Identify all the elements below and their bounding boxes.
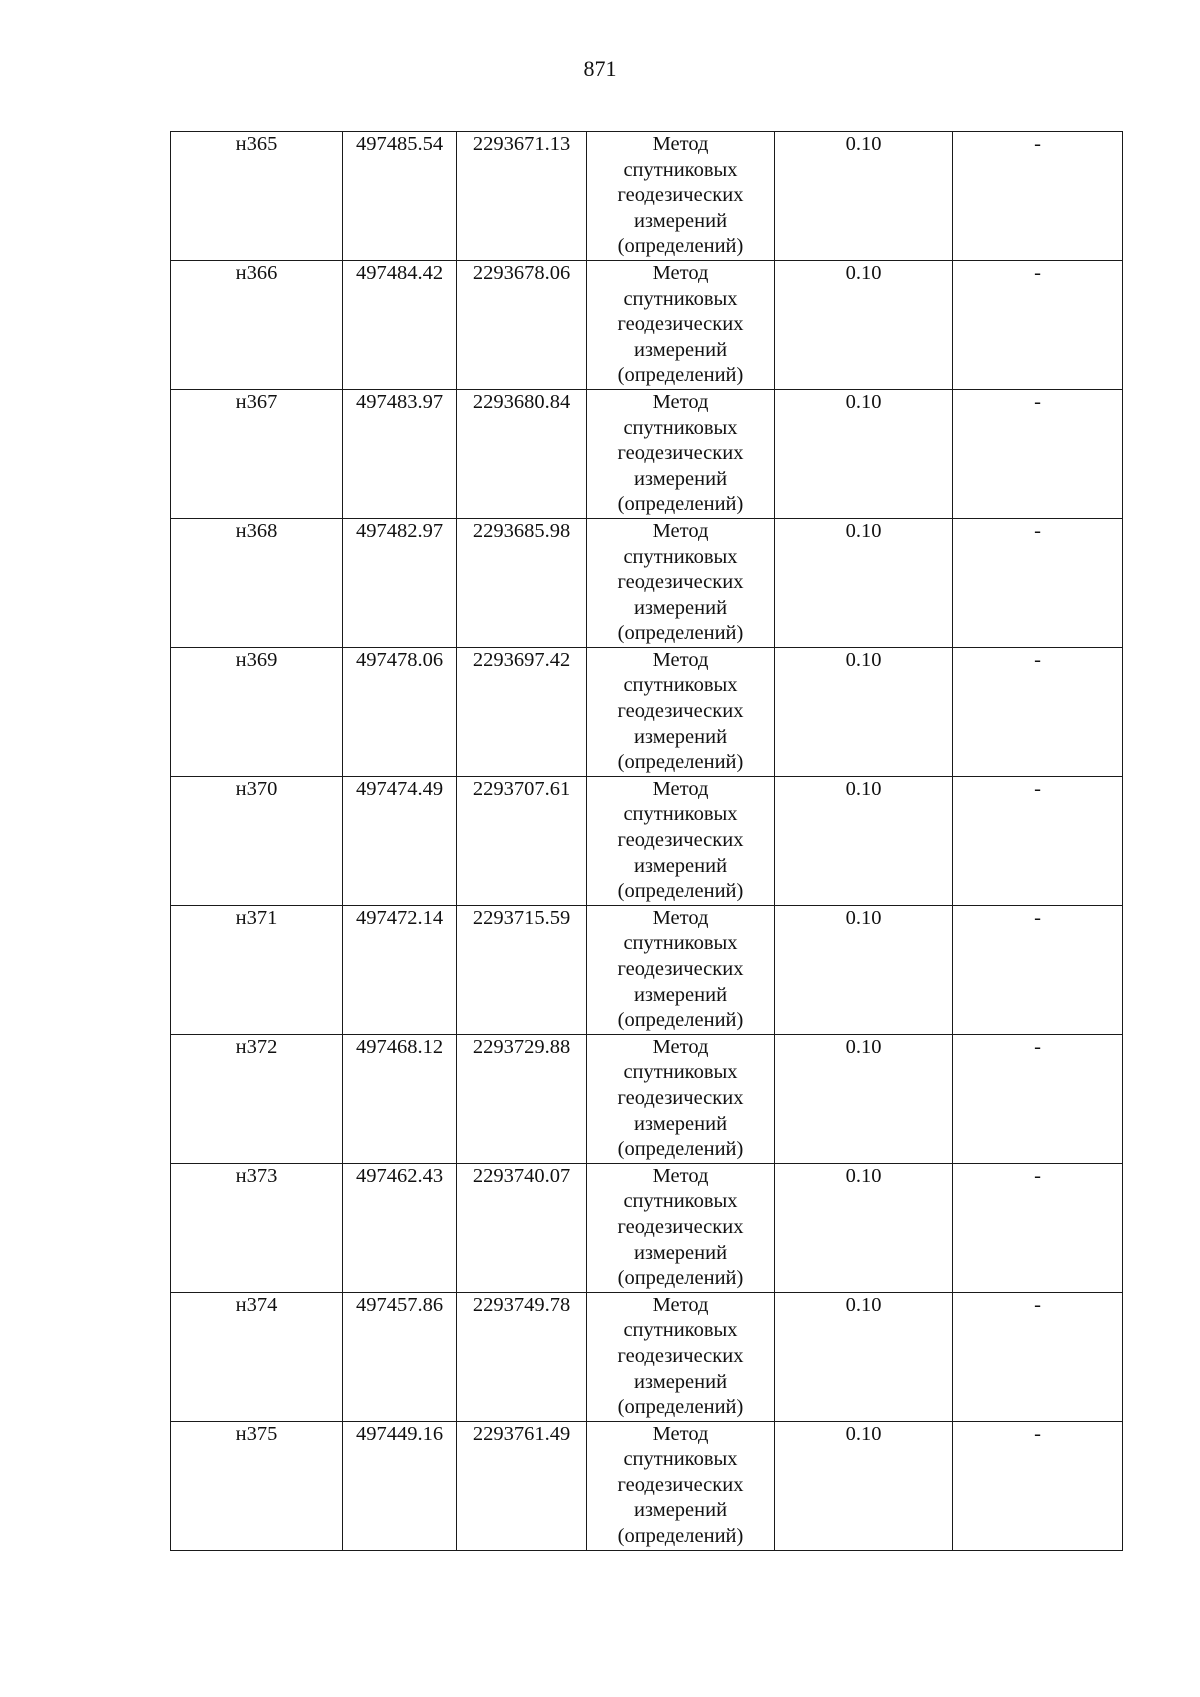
method-line: (определений) bbox=[617, 1396, 744, 1419]
accuracy-cell: 0.10 bbox=[775, 132, 953, 261]
method-cell bbox=[587, 132, 775, 261]
x-coordinate-cell: 497478.06 bbox=[343, 647, 457, 776]
accuracy-cell: 0.10 bbox=[775, 389, 953, 518]
method-line: (определений) bbox=[617, 493, 744, 516]
method-line: геодезических bbox=[617, 1215, 744, 1238]
accuracy-cell: 0.10 bbox=[775, 905, 953, 1034]
table-row bbox=[171, 389, 1123, 518]
method-line: (определений) bbox=[617, 622, 744, 645]
method-line: измерений bbox=[633, 1241, 728, 1264]
method-line: спутниковых bbox=[623, 674, 738, 697]
method-line: спутниковых bbox=[623, 1319, 738, 1342]
x-coordinate-cell: 497449.16 bbox=[343, 1421, 457, 1550]
method-line: спутниковых bbox=[623, 1190, 738, 1213]
method-line: (определений) bbox=[617, 1267, 744, 1290]
method-line: измерений bbox=[633, 1370, 728, 1393]
method-line: (определений) bbox=[617, 235, 744, 258]
note-cell: - bbox=[953, 905, 1123, 1034]
y-coordinate-cell: 2293761.49 bbox=[457, 1421, 587, 1550]
note-cell: - bbox=[953, 132, 1123, 261]
y-coordinate-cell: 2293749.78 bbox=[457, 1292, 587, 1421]
table-row bbox=[171, 776, 1123, 905]
point-name-cell: н375 bbox=[171, 1421, 343, 1550]
point-name-cell: н371 bbox=[171, 905, 343, 1034]
method-line: измерений bbox=[633, 854, 728, 877]
coordinates-table-body bbox=[171, 132, 1123, 1551]
method-line: спутниковых bbox=[623, 545, 738, 568]
method-cell bbox=[587, 1034, 775, 1163]
table-row bbox=[171, 905, 1123, 1034]
accuracy-cell: 0.10 bbox=[775, 1421, 953, 1550]
method-line: геодезических bbox=[617, 442, 744, 465]
method-line: измерений bbox=[633, 467, 728, 490]
point-name-cell: н367 bbox=[171, 389, 343, 518]
method-line: (определений) bbox=[617, 1009, 744, 1032]
method-line: геодезических bbox=[617, 1473, 744, 1496]
method-cell bbox=[587, 1421, 775, 1550]
x-coordinate-cell: 497483.97 bbox=[343, 389, 457, 518]
point-name-cell: н366 bbox=[171, 260, 343, 389]
point-name-cell: н373 bbox=[171, 1163, 343, 1292]
note-cell: - bbox=[953, 647, 1123, 776]
y-coordinate-cell: 2293678.06 bbox=[457, 260, 587, 389]
method-line: Метод bbox=[652, 648, 709, 671]
method-cell bbox=[587, 1163, 775, 1292]
method-line: измерений bbox=[633, 338, 728, 361]
x-coordinate-cell: 497485.54 bbox=[343, 132, 457, 261]
method-line: измерений bbox=[633, 209, 728, 232]
accuracy-cell: 0.10 bbox=[775, 647, 953, 776]
method-line: геодезических bbox=[617, 958, 744, 980]
x-coordinate-cell: 497472.14 bbox=[343, 905, 457, 1034]
x-coordinate-cell: 497482.97 bbox=[343, 518, 457, 647]
x-coordinate-cell: 497468.12 bbox=[343, 1034, 457, 1163]
method-line: спутниковых bbox=[623, 287, 738, 310]
method-line: (определений) bbox=[617, 1138, 744, 1161]
method-line: Метод bbox=[652, 1293, 709, 1316]
method-line: (определений) bbox=[617, 880, 744, 903]
table-row bbox=[171, 1421, 1123, 1550]
method-line: спутниковых bbox=[623, 158, 738, 181]
method-cell bbox=[587, 647, 775, 776]
accuracy-cell: 0.10 bbox=[775, 260, 953, 389]
method-line: спутниковых bbox=[623, 803, 738, 826]
note-cell: - bbox=[953, 518, 1123, 647]
method-cell bbox=[587, 776, 775, 905]
method-line: измерений bbox=[633, 1112, 728, 1135]
y-coordinate-cell: 2293715.59 bbox=[457, 905, 587, 1034]
y-coordinate-cell: 2293685.98 bbox=[457, 518, 587, 647]
table-row bbox=[171, 1034, 1123, 1163]
note-cell: - bbox=[953, 776, 1123, 905]
point-name-cell: н370 bbox=[171, 776, 343, 905]
accuracy-cell: 0.10 bbox=[775, 1163, 953, 1292]
x-coordinate-cell: 497474.49 bbox=[343, 776, 457, 905]
method-line: Метод bbox=[652, 1035, 709, 1058]
note-cell: - bbox=[953, 1034, 1123, 1163]
method-line: геодезических bbox=[617, 184, 744, 207]
table-row bbox=[171, 132, 1123, 261]
method-line: (определений) bbox=[617, 1525, 744, 1548]
table-row bbox=[171, 1292, 1123, 1421]
method-line: Метод bbox=[652, 1422, 709, 1445]
y-coordinate-cell: 2293671.13 bbox=[457, 132, 587, 261]
method-line: измерений bbox=[633, 983, 728, 1006]
method-line: спутниковых bbox=[623, 1448, 738, 1471]
accuracy-cell: 0.10 bbox=[775, 1292, 953, 1421]
method-line: Метод bbox=[652, 133, 709, 155]
point-name-cell: н368 bbox=[171, 518, 343, 647]
method-line: спутниковых bbox=[623, 932, 738, 955]
accuracy-cell: 0.10 bbox=[775, 518, 953, 647]
method-line: (определений) bbox=[617, 364, 744, 387]
table-row bbox=[171, 518, 1123, 647]
method-line: Метод bbox=[652, 777, 709, 800]
method-line: геодезических bbox=[617, 1344, 744, 1367]
x-coordinate-cell: 497457.86 bbox=[343, 1292, 457, 1421]
note-cell: - bbox=[953, 389, 1123, 518]
page-number: 871 bbox=[583, 56, 617, 81]
method-line: геодезических bbox=[617, 313, 744, 336]
method-line: геодезических bbox=[617, 700, 744, 723]
method-line: спутниковых bbox=[623, 1061, 738, 1084]
table-row bbox=[171, 260, 1123, 389]
method-cell bbox=[587, 260, 775, 389]
method-line: геодезических bbox=[617, 829, 744, 852]
accuracy-cell: 0.10 bbox=[775, 776, 953, 905]
y-coordinate-cell: 2293729.88 bbox=[457, 1034, 587, 1163]
y-coordinate-cell: 2293680.84 bbox=[457, 389, 587, 518]
note-cell: - bbox=[953, 1292, 1123, 1421]
method-line: измерений bbox=[633, 725, 728, 748]
method-line: геодезических bbox=[617, 1086, 744, 1109]
note-cell: - bbox=[953, 1163, 1123, 1292]
coordinates-table bbox=[170, 131, 1123, 1551]
y-coordinate-cell: 2293707.61 bbox=[457, 776, 587, 905]
method-cell bbox=[587, 389, 775, 518]
accuracy-cell: 0.10 bbox=[775, 1034, 953, 1163]
note-cell: - bbox=[953, 260, 1123, 389]
method-line: Метод bbox=[652, 906, 709, 929]
method-line: Метод bbox=[652, 390, 709, 413]
method-cell bbox=[587, 1292, 775, 1421]
table-row bbox=[171, 647, 1123, 776]
method-cell bbox=[587, 518, 775, 647]
method-line: Метод bbox=[652, 261, 709, 284]
x-coordinate-cell: 497484.42 bbox=[343, 260, 457, 389]
method-line: измерений bbox=[633, 596, 728, 619]
y-coordinate-cell: 2293697.42 bbox=[457, 647, 587, 776]
x-coordinate-cell: 497462.43 bbox=[343, 1163, 457, 1292]
method-cell bbox=[587, 905, 775, 1034]
method-line: спутниковых bbox=[623, 416, 738, 439]
point-name-cell: н365 bbox=[171, 132, 343, 261]
method-line: Метод bbox=[652, 1164, 709, 1187]
method-line: Метод bbox=[652, 519, 709, 542]
table-row bbox=[171, 1163, 1123, 1292]
method-line: измерений bbox=[633, 1499, 728, 1522]
point-name-cell: н374 bbox=[171, 1292, 343, 1421]
note-cell: - bbox=[953, 1421, 1123, 1550]
method-line: геодезических bbox=[617, 571, 744, 594]
point-name-cell: н369 bbox=[171, 647, 343, 776]
y-coordinate-cell: 2293740.07 bbox=[457, 1163, 587, 1292]
point-name-cell: н372 bbox=[171, 1034, 343, 1163]
method-line: (определений) bbox=[617, 751, 744, 774]
